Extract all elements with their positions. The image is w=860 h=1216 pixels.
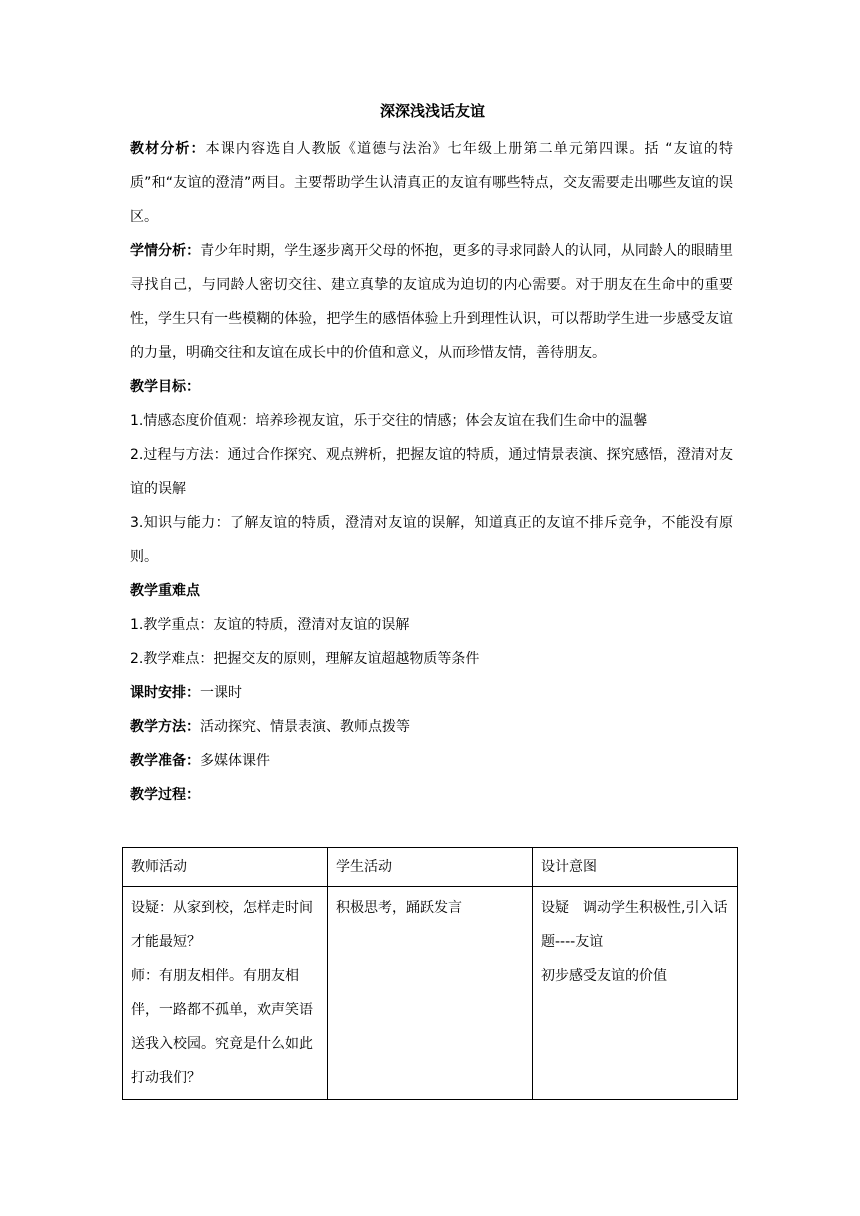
teacher-activity-line: 设疑：从家到校，怎样走时间才能最短？ xyxy=(131,900,313,950)
column-header-teacher: 教师活动 xyxy=(123,848,328,887)
objective-item: 1.情感态度价值观：培养珍视友谊，乐于交往的情感；体会友谊在我们生命中的温馨 xyxy=(130,413,648,429)
student-analysis-text: 青少年时期，学生逐步离开父母的怀抱，更多的寻求同龄人的认同，从同龄人的眼睛里寻找自己，与同龄人密切交往、建立真挚的友谊成为迫切的内心需要。对于朋友在生命中的重要性，学生只有一些模糊的体验，把学生的感悟体验上升到理性认识，可以帮助学生进一步感受友谊的力量，明确交往和友谊在成长中的价值和意义，从而珍惜友情，善待朋友。 xyxy=(130,243,734,361)
document-page xyxy=(130,100,733,812)
textbook-analysis-text: 本课内容选自人教版《道德与法治》七年级上册第二单元第四课。括 “友谊的特质”和“友谊的澄清”两目。主要帮助学生认清真正的友谊有哪些特点，交友需要走出哪些友谊的误区。 xyxy=(130,141,734,225)
key-point-item: 2.教学难点：把握交友的原则，理解友谊超越物质等条件 xyxy=(130,651,480,667)
design-intent-line: 初步感受友谊的价值 xyxy=(541,968,667,984)
student-activity-line: 积极思考，踊跃发言 xyxy=(336,900,462,916)
methods-text: 活动探究、情景表演、教师点拨等 xyxy=(200,719,410,735)
design-intent-line: 设疑 调动学生积极性,引入话题----友谊 xyxy=(541,900,728,950)
objective-item: 2.过程与方法：通过合作探究、观点辨析，把握友谊的特质，通过情景表演、探究感悟，澄清对友谊的误解 xyxy=(130,447,733,497)
column-header-intent: 设计意图 xyxy=(533,848,738,887)
preparation-label: 教学准备： xyxy=(130,753,200,769)
schedule-text: 一课时 xyxy=(200,685,242,701)
student-activity-cell xyxy=(328,887,533,1100)
student-analysis-label: 学情分析： xyxy=(130,243,201,259)
column-header-student: 学生活动 xyxy=(328,848,533,887)
teaching-process-table xyxy=(122,847,738,1100)
objective-item: 3.知识与能力：了解友谊的特质，澄清对友谊的误解，知道真正的友谊不排斥竞争，不能没有原则。 xyxy=(130,515,733,565)
table-header-row xyxy=(123,848,738,887)
textbook-analysis-paragraph xyxy=(130,132,733,234)
textbook-analysis-label: 教材分析： xyxy=(130,141,206,157)
key-points-heading: 教学重难点 xyxy=(130,583,200,599)
objectives-heading: 教学目标： xyxy=(130,379,200,395)
process-heading: 教学过程： xyxy=(130,787,200,803)
methods-paragraph xyxy=(130,710,733,744)
methods-label: 教学方法： xyxy=(130,719,200,735)
document-title: 深深浅浅话友谊 xyxy=(379,102,485,120)
teacher-activity-line: 师：有朋友相伴。有朋友相伴，一路都不孤单，欢声笑语送我入校园。究竟是什么如此打动我们？ xyxy=(131,968,313,1086)
schedule-paragraph xyxy=(130,676,733,710)
design-intent-cell xyxy=(533,887,738,1100)
student-analysis-paragraph xyxy=(130,234,733,370)
preparation-paragraph xyxy=(130,744,733,778)
preparation-text: 多媒体课件 xyxy=(200,753,270,769)
schedule-label: 课时安排： xyxy=(130,685,200,701)
key-point-item: 1.教学重点：友谊的特质，澄清对友谊的误解 xyxy=(130,617,410,633)
table-row xyxy=(123,887,738,1100)
teacher-activity-cell xyxy=(123,887,328,1100)
